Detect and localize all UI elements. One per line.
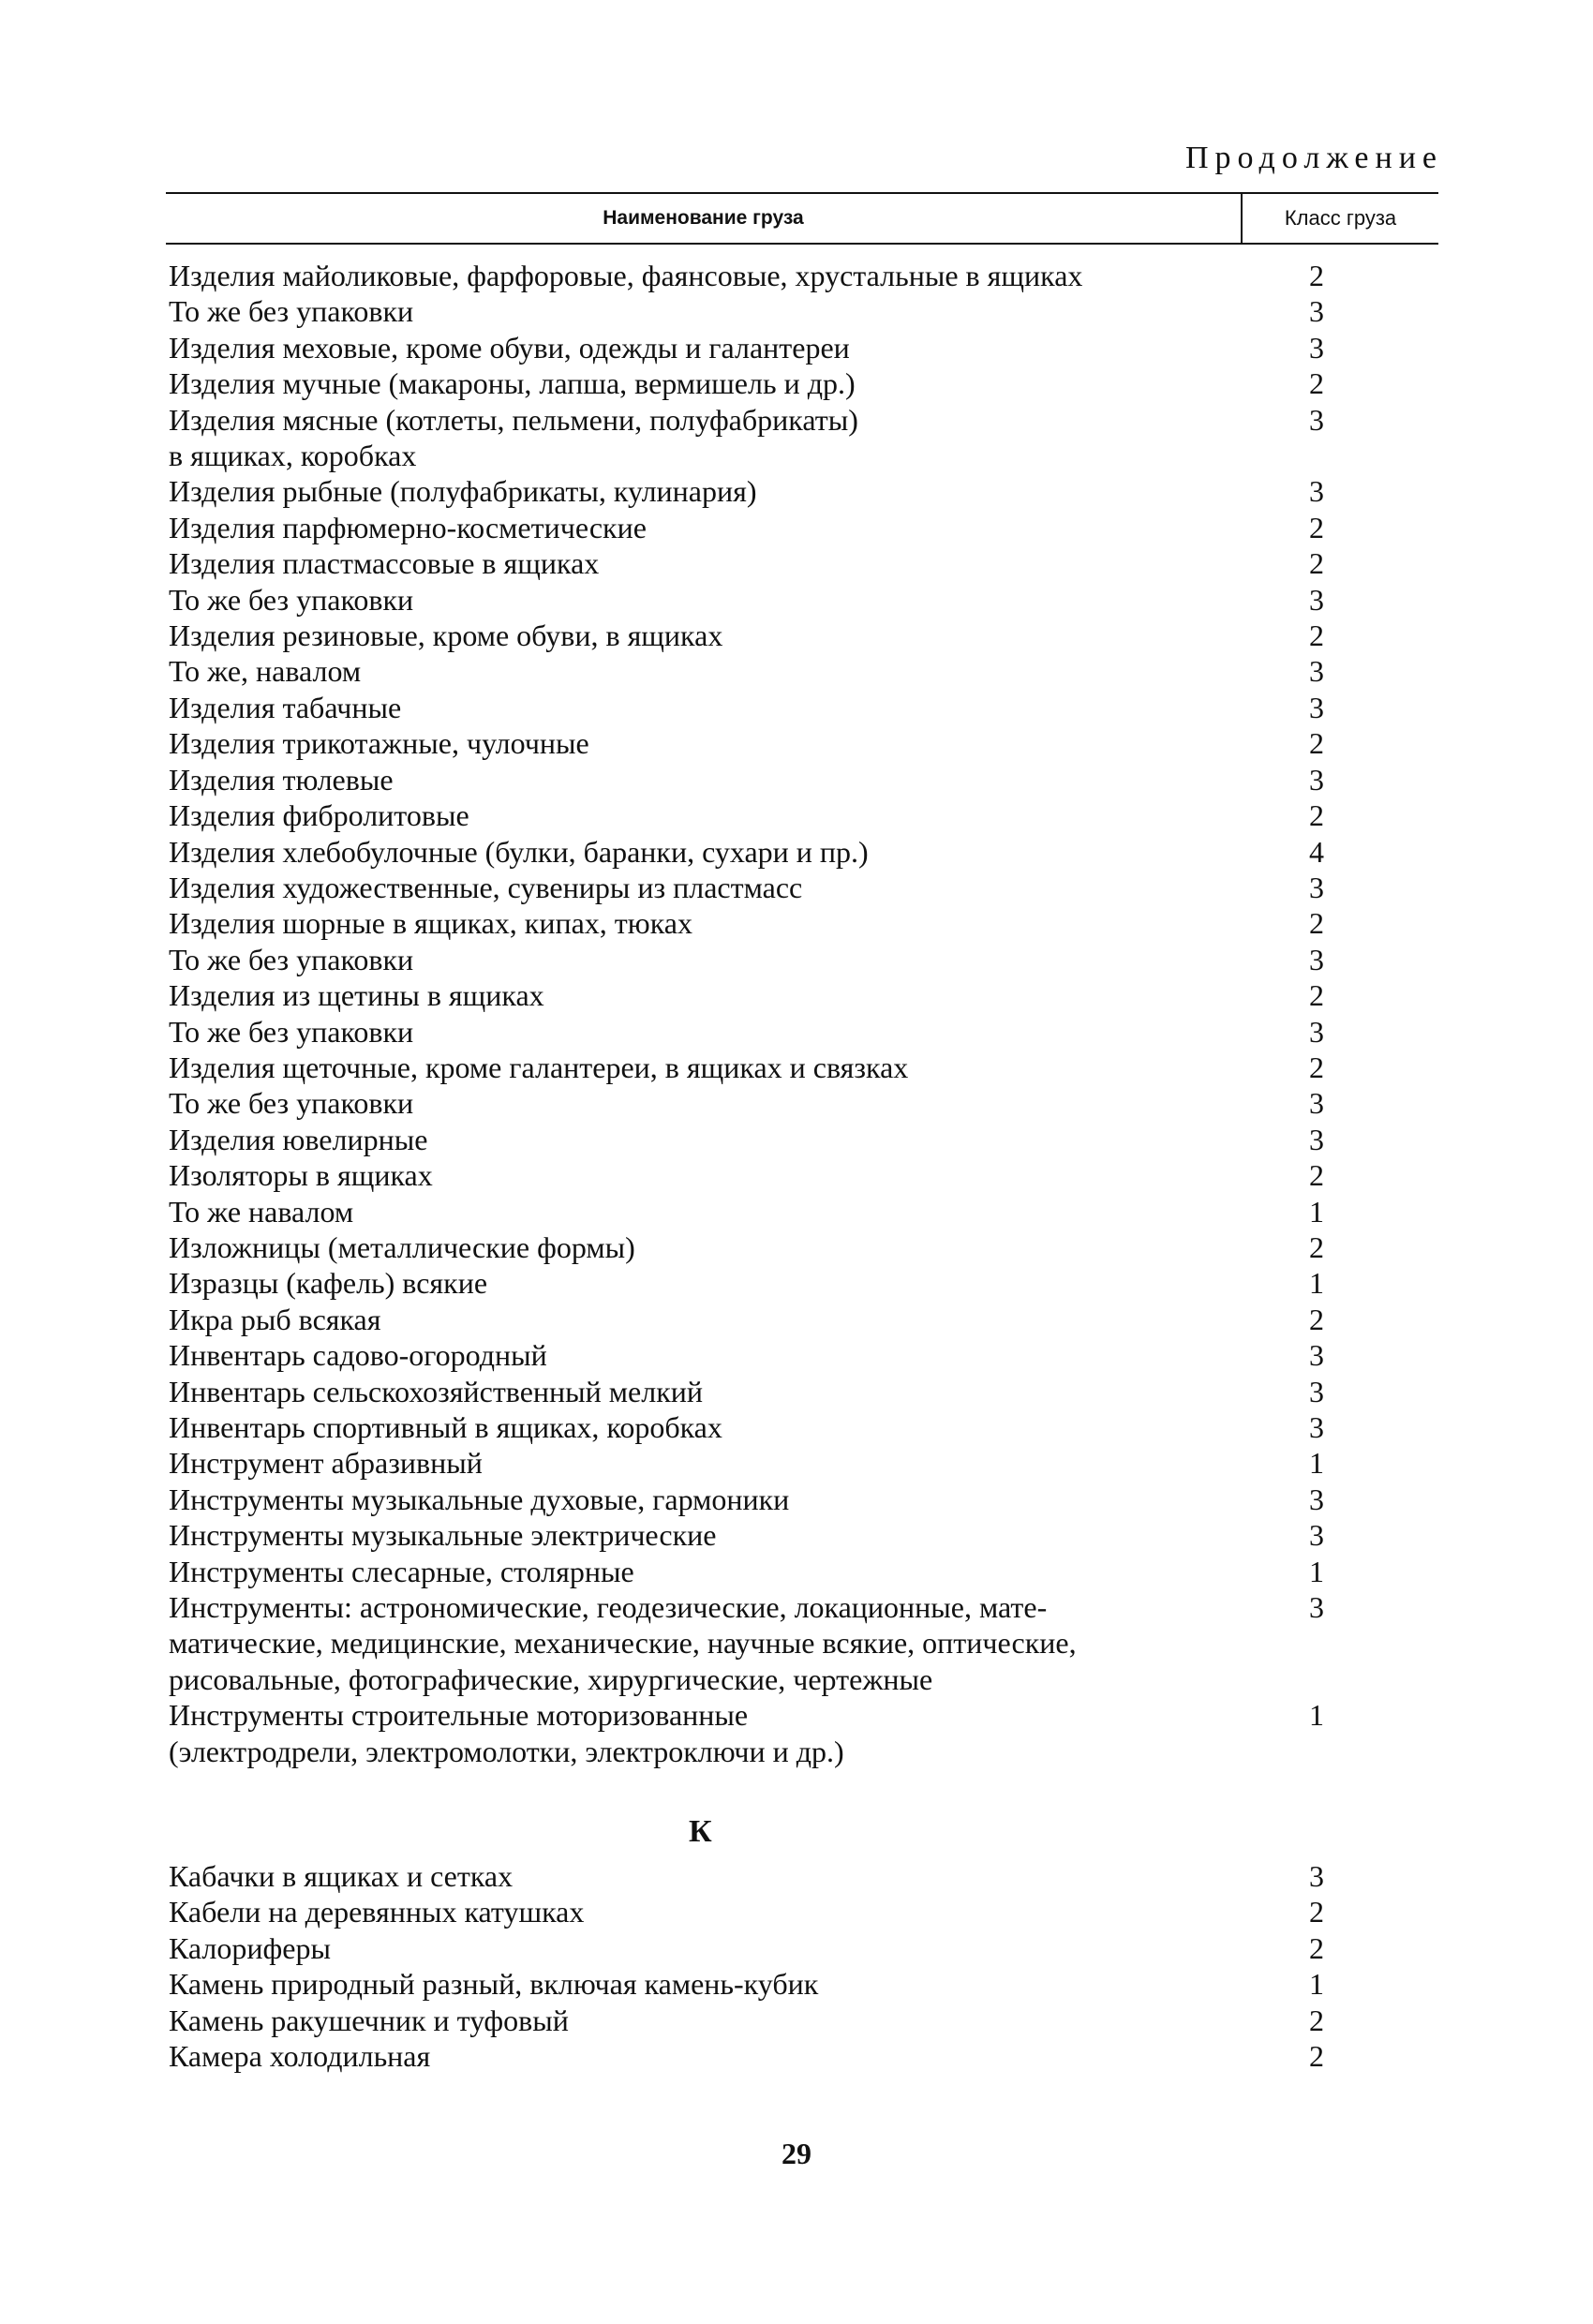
- cargo-class: 3: [1309, 762, 1324, 797]
- table-row: [169, 473, 1368, 509]
- cargo-class: 3: [1309, 582, 1324, 617]
- cargo-name: Изделия хлебобулочные (булки, баранки, сухари и пр.): [169, 834, 869, 869]
- cargo-name: Изделия майоликовые, фарфоровые, фаянсовые, хрустальные в ящиках: [169, 259, 1083, 292]
- cargo-name: Изделия рыбные (полуфабрикаты, кулинария): [169, 474, 757, 509]
- table-row: [169, 2038, 1368, 2074]
- table-row: [169, 618, 1368, 653]
- cargo-class: 3: [1309, 330, 1324, 365]
- cargo-name: То же, навалом: [169, 654, 362, 689]
- cargo-class: 1: [1309, 1446, 1324, 1481]
- cargo-name: Изделия трикотажные, чулочные: [169, 726, 589, 761]
- cargo-class: 3: [1309, 690, 1324, 724]
- cargo-class: 3: [1309, 654, 1324, 689]
- cargo-name: Изразцы (кафель) всякие: [169, 1266, 488, 1301]
- table-row: [169, 1930, 1368, 1966]
- table-row: [169, 1265, 1368, 1301]
- table-row: [169, 653, 1368, 689]
- cargo-class: 3: [1309, 1374, 1324, 1408]
- cargo-name: Икра рыб всякая: [169, 1302, 381, 1336]
- cargo-class: 2: [1309, 2003, 1324, 2037]
- cargo-name: Изделия тюлевые: [169, 762, 394, 797]
- cargo-class: 2: [1309, 1158, 1324, 1193]
- cargo-name: То же навалом: [169, 1194, 354, 1229]
- cargo-name: Камень природный разный, включая камень-кубик: [169, 1967, 819, 2002]
- column-header-cargo-name: Наименование груза: [166, 194, 1243, 243]
- cargo-class: 2: [1309, 366, 1324, 401]
- cargo-name: Инвентарь сельскохозяйственный мелкий: [169, 1374, 704, 1408]
- table-row: [169, 402, 1368, 474]
- table-row: [169, 1337, 1368, 1373]
- table-row: [169, 1858, 1368, 1894]
- cargo-class: 2: [1309, 259, 1324, 292]
- cargo-name: Калориферы: [169, 1930, 331, 1965]
- cargo-list: [169, 258, 1368, 1769]
- table-row: [169, 510, 1368, 545]
- cargo-class: 2: [1309, 1050, 1324, 1084]
- table-row: [169, 1050, 1368, 1085]
- cargo-class: 1: [1309, 1266, 1324, 1301]
- table-row: [169, 1122, 1368, 1157]
- table-row: [169, 905, 1368, 941]
- cargo-class: 3: [1309, 1014, 1324, 1049]
- cargo-name: Изделия фибролитовые: [169, 798, 469, 833]
- table-row: [169, 834, 1368, 870]
- table-row: [169, 545, 1368, 581]
- cargo-name: То же без упаковки: [169, 582, 414, 617]
- cargo-class: 3: [1309, 474, 1324, 509]
- table-row: [169, 293, 1368, 329]
- cargo-name: Инструменты строительные моторизованные (электродрели, электромолотки, электроключи и др.): [169, 1698, 844, 1768]
- cargo-class: 3: [1309, 1482, 1324, 1516]
- cargo-class: 3: [1309, 942, 1324, 976]
- table-row: [169, 725, 1368, 761]
- cargo-class: 1: [1309, 1967, 1324, 2002]
- table-row: [169, 365, 1368, 401]
- cargo-class: 2: [1309, 2039, 1324, 2074]
- cargo-name: Изделия мясные (котлеты, пельмени, полуфабрикаты) в ящиках, коробках: [169, 402, 858, 473]
- table-row: [169, 1445, 1368, 1481]
- cargo-class: 3: [1309, 1338, 1324, 1373]
- table-row: [169, 2003, 1368, 2038]
- table-row: [169, 1409, 1368, 1445]
- cargo-name: Изделия парфюмерно-косметические: [169, 510, 647, 544]
- cargo-name: То же без упаковки: [169, 294, 414, 329]
- cargo-name: Изделия резиновые, кроме обуви, в ящиках: [169, 618, 723, 653]
- cargo-name: Изделия табачные: [169, 690, 402, 724]
- table-header: [166, 192, 1438, 245]
- cargo-class: 3: [1309, 1410, 1324, 1444]
- cargo-class: 3: [1309, 870, 1324, 904]
- cargo-name: Кабели на деревянных катушках: [169, 1895, 585, 1929]
- cargo-class: 2: [1309, 510, 1324, 544]
- section-letter: К: [689, 1814, 712, 1849]
- cargo-class: 2: [1309, 618, 1324, 653]
- cargo-class: 2: [1309, 1229, 1324, 1264]
- cargo-name: Изложницы (металлические формы): [169, 1229, 635, 1264]
- cargo-name: Изделия из щетины в ящиках: [169, 978, 544, 1013]
- cargo-name: Изделия меховые, кроме обуви, одежды и галантереи: [169, 330, 850, 365]
- table-row: [169, 977, 1368, 1013]
- column-header-cargo-class: Класс груза: [1284, 206, 1397, 230]
- table-row: [169, 1554, 1368, 1589]
- table-row: [169, 258, 1368, 293]
- table-row: [169, 1085, 1368, 1121]
- table-row: [169, 1302, 1368, 1337]
- cargo-class: 2: [1309, 978, 1324, 1013]
- cargo-class: 1: [1309, 1698, 1324, 1733]
- cargo-class: 2: [1309, 1302, 1324, 1336]
- cargo-name: Изделия ювелирные: [169, 1122, 428, 1156]
- table-row: [169, 1482, 1368, 1517]
- cargo-class: 4: [1309, 834, 1324, 869]
- cargo-class: 3: [1309, 1086, 1324, 1121]
- table-row: [169, 1194, 1368, 1229]
- table-row: [169, 1697, 1368, 1769]
- cargo-name: Инструменты: астрономические, геодезические, локационные, мате- матические, медицинские, механические, научные всякие, оптические, рисовальные, фотографические, хирургические, чертежные: [169, 1590, 1077, 1696]
- cargo-class: 2: [1309, 1930, 1324, 1965]
- table-row: [169, 1894, 1368, 1929]
- table-row: [169, 942, 1368, 977]
- cargo-name: Инвентарь спортивный в ящиках, коробках: [169, 1410, 722, 1444]
- cargo-class: 3: [1309, 402, 1324, 437]
- cargo-name: Инвентарь садово-огородный: [169, 1338, 547, 1373]
- table-row: [169, 582, 1368, 618]
- table-row: [169, 1014, 1368, 1050]
- cargo-list-section-k: [169, 1858, 1368, 2074]
- cargo-name: Изделия шорные в ящиках, кипах, тюках: [169, 906, 692, 941]
- table-row: [169, 1966, 1368, 2002]
- cargo-name: Камень ракушечник и туфовый: [169, 2003, 569, 2037]
- cargo-name: Изоляторы в ящиках: [169, 1158, 433, 1193]
- table-row: [169, 1157, 1368, 1193]
- table-row: [169, 690, 1368, 725]
- cargo-name: Изделия пластмассовые в ящиках: [169, 546, 600, 581]
- cargo-class: 3: [1309, 1859, 1324, 1893]
- cargo-name: Инструменты музыкальные духовые, гармоники: [169, 1482, 790, 1516]
- cargo-class: 3: [1309, 294, 1324, 329]
- table-row: [169, 1229, 1368, 1265]
- cargo-class: 3: [1309, 1590, 1324, 1625]
- page-number: 29: [782, 2137, 811, 2170]
- cargo-name: Камера холодильная: [169, 2039, 431, 2074]
- cargo-class: 3: [1309, 1122, 1324, 1156]
- cargo-name: То же без упаковки: [169, 942, 414, 976]
- cargo-class: 2: [1309, 726, 1324, 761]
- table-row: [169, 797, 1368, 833]
- cargo-class: 3: [1309, 1518, 1324, 1553]
- cargo-class: 1: [1309, 1554, 1324, 1588]
- table-row: [169, 1374, 1368, 1409]
- table-row: [169, 870, 1368, 905]
- table-row: [169, 330, 1368, 365]
- cargo-name: То же без упаковки: [169, 1014, 414, 1049]
- cargo-name: То же без упаковки: [169, 1086, 414, 1121]
- cargo-name: Изделия художественные, сувениры из пластмасс: [169, 870, 803, 904]
- cargo-class: 2: [1309, 906, 1324, 941]
- cargo-class: 2: [1309, 1895, 1324, 1929]
- cargo-class: 1: [1309, 1194, 1324, 1229]
- continuation-label: Продолжение: [1184, 141, 1443, 175]
- cargo-name: Изделия мучные (макароны, лапша, вермишель и др.): [169, 366, 856, 401]
- cargo-name: Изделия щеточные, кроме галантереи, в ящиках и связках: [169, 1050, 909, 1084]
- cargo-name: Инструменты музыкальные электрические: [169, 1518, 717, 1553]
- cargo-name: Инструменты слесарные, столярные: [169, 1554, 634, 1588]
- cargo-class: 2: [1309, 798, 1324, 833]
- table-row: [169, 1517, 1368, 1553]
- cargo-name: Кабачки в ящиках и сетках: [169, 1859, 514, 1893]
- table-row: [169, 762, 1368, 797]
- table-row: [169, 1589, 1368, 1697]
- cargo-name: Инструмент абразивный: [169, 1446, 483, 1481]
- cargo-class: 2: [1309, 546, 1324, 581]
